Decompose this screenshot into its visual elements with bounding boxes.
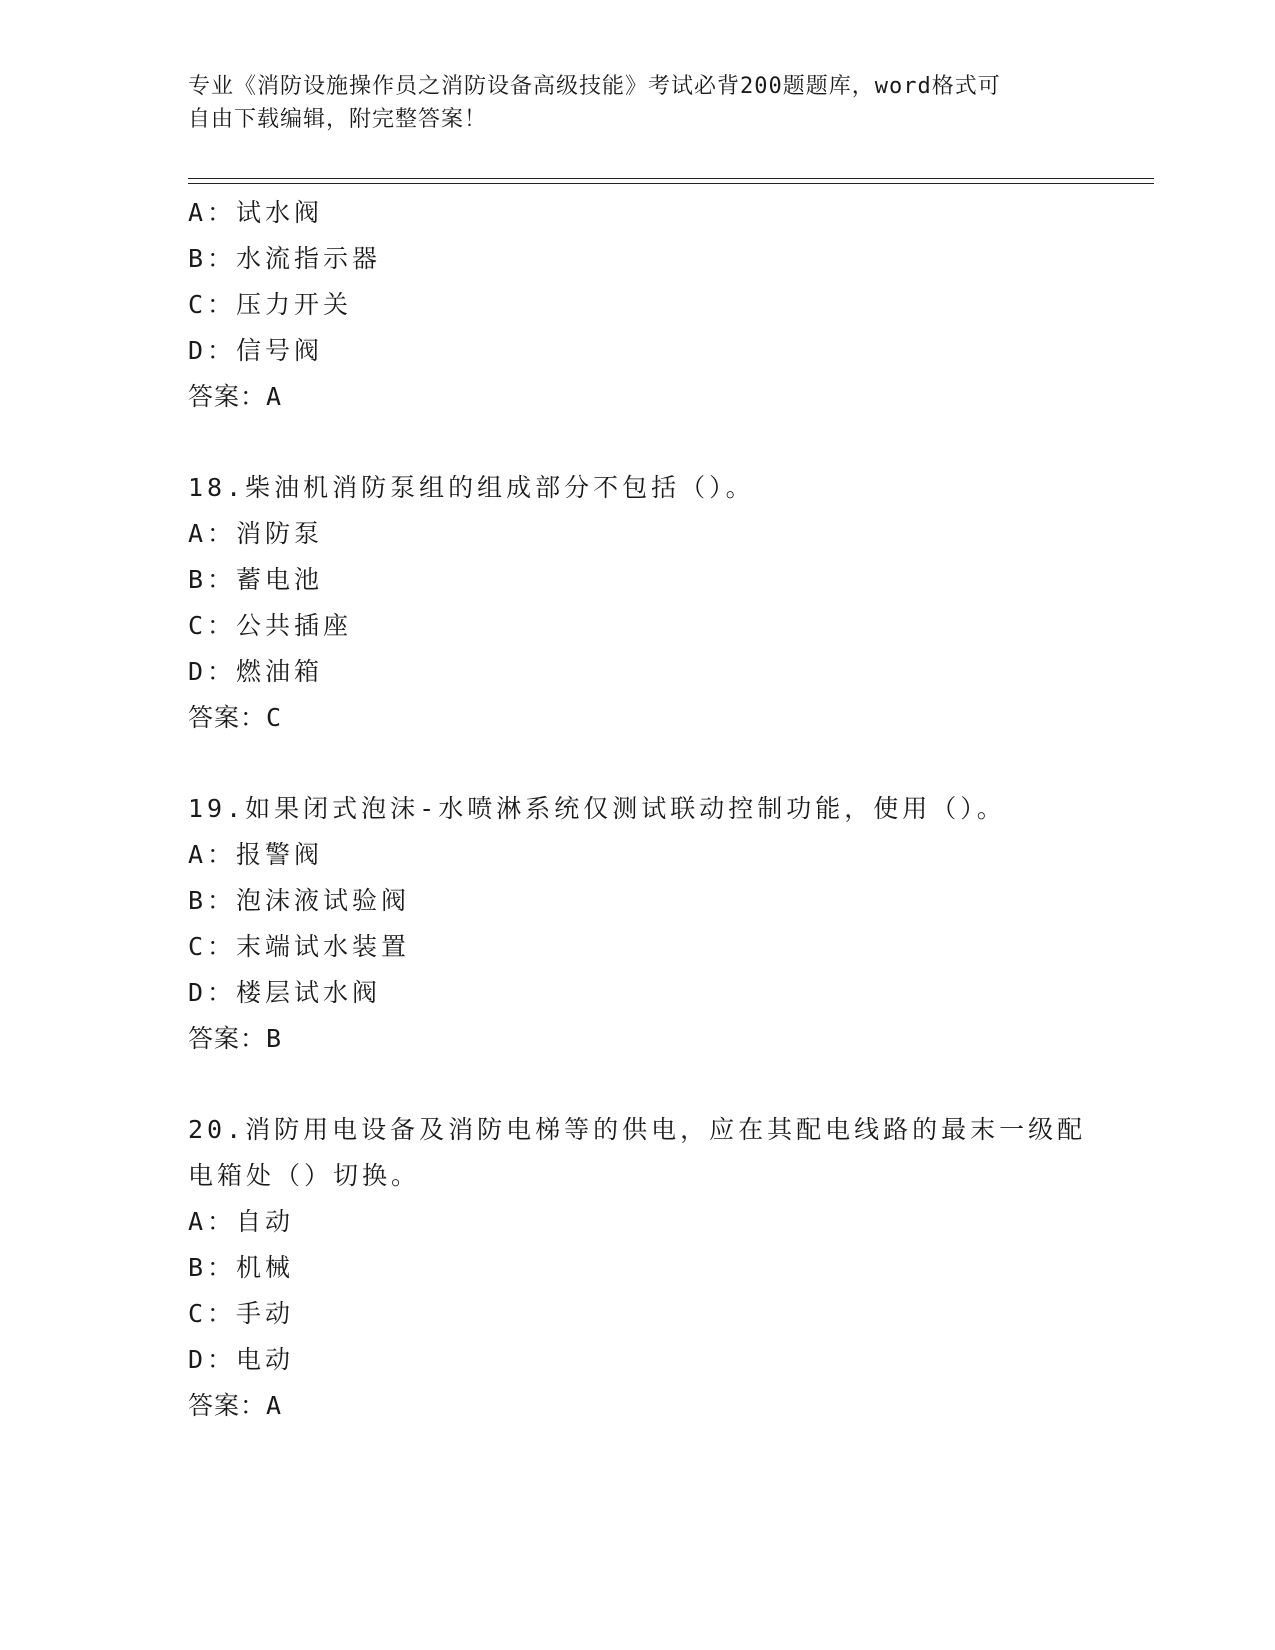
- option-b: B：水流指示器: [188, 244, 382, 273]
- question-stem: 20.消防用电设备及消防电梯等的供电，应在其配电线路的最末一级配电箱处（）切换。: [188, 1115, 1087, 1190]
- option-a: A：报警阀: [188, 840, 324, 869]
- option-a: A：试水阀: [188, 198, 324, 227]
- option-c: C：压力开关: [188, 290, 353, 319]
- option-a: A：消防泵: [188, 519, 324, 548]
- header-line-2: 自由下载编辑，附完整答案！: [188, 107, 488, 132]
- question-stem: 19.如果闭式泡沫-水喷淋系统仅测试联动控制功能，使用（）。: [188, 794, 1006, 823]
- header-divider-top: [188, 178, 1154, 179]
- option-d: D：电动: [188, 1345, 295, 1374]
- option-c: C：手动: [188, 1299, 295, 1328]
- question-list: [188, 190, 1088, 1429]
- option-b: B：蓄电池: [188, 565, 324, 594]
- option-c: C：末端试水装置: [188, 932, 411, 961]
- option-b: B：机械: [188, 1253, 295, 1282]
- option-d: D：信号阀: [188, 336, 324, 365]
- header-line-1: 专业《消防设施操作员之消防设备高级技能》考试必背200题题库，word格式可: [188, 74, 1001, 99]
- question-20: [188, 1107, 1088, 1429]
- answer: 答案：B: [188, 1024, 283, 1053]
- option-d: D：楼层试水阀: [188, 978, 382, 1007]
- option-b: B：泡沫液试验阀: [188, 886, 411, 915]
- option-a: A：自动: [188, 1207, 295, 1236]
- question-18: [188, 465, 1088, 741]
- answer: 答案：A: [188, 382, 283, 411]
- header-divider-bottom: [188, 183, 1154, 184]
- option-c: C：公共插座: [188, 611, 353, 640]
- answer: 答案：C: [188, 703, 283, 732]
- question-19: [188, 786, 1088, 1062]
- question-17-partial: [188, 190, 1088, 420]
- option-d: D：燃油箱: [188, 657, 324, 686]
- question-stem: 18.柴油机消防泵组的组成部分不包括（）。: [188, 473, 755, 502]
- answer: 答案：A: [188, 1391, 283, 1420]
- document-header: [188, 70, 1088, 136]
